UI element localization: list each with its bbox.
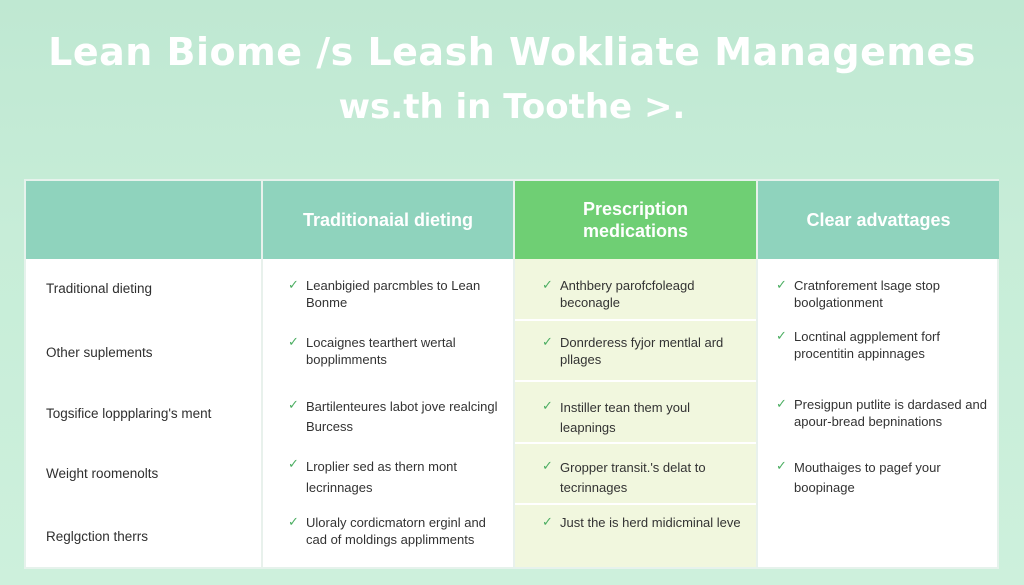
check-icon: ✓ xyxy=(288,398,299,413)
check-icon: ✓ xyxy=(776,278,787,293)
list-item: ✓ Donrderess fyjor mentlal ard pllages xyxy=(542,335,724,367)
check-icon: ✓ xyxy=(288,515,299,530)
list-item: ✓ Anthbery parofcfoleagd beconagle xyxy=(542,278,695,310)
row-label: Other suplements xyxy=(46,345,153,360)
column-divider xyxy=(513,181,515,567)
page-title: Lean Biome /s Leash Wokliate Managemes xyxy=(48,30,976,74)
check-icon: ✓ xyxy=(776,329,787,344)
header-clear-advantages: Clear advattages xyxy=(758,181,999,259)
column-divider xyxy=(261,181,263,567)
column-divider xyxy=(756,181,758,567)
check-icon: ✓ xyxy=(776,397,787,412)
check-icon: ✓ xyxy=(288,335,299,350)
comparison-table xyxy=(24,179,999,569)
check-icon: ✓ xyxy=(542,399,553,414)
list-item: ✓ Cratnforement lsage stop boolgationment xyxy=(776,278,940,310)
list-item: ✓ Locaignes tearthert wertal bopplimments xyxy=(288,335,456,367)
list-item: ✓ Instiller tean them youl leapnings xyxy=(542,399,691,435)
list-item: ✓ Mouthaiges to pagef your boopinage xyxy=(776,459,941,495)
check-icon: ✓ xyxy=(776,459,787,474)
row-divider xyxy=(515,319,756,321)
row-divider xyxy=(515,503,756,505)
row-label: Traditional dieting xyxy=(46,281,153,296)
row-divider xyxy=(515,442,756,444)
check-icon: ✓ xyxy=(542,459,553,474)
header-prescription-medications: Prescription medications xyxy=(515,181,756,259)
header-cell-empty xyxy=(26,181,261,259)
list-item: ✓ Uloraly cordicmatorn erginl and cad of moldings applimments xyxy=(288,515,486,547)
check-icon: ✓ xyxy=(542,515,553,530)
check-icon: ✓ xyxy=(542,278,553,293)
check-icon: ✓ xyxy=(288,278,299,293)
row-divider xyxy=(515,380,756,382)
check-icon: ✓ xyxy=(288,457,299,472)
check-icon: ✓ xyxy=(542,335,553,350)
row-label: Togsifice loppplaring's ment xyxy=(46,406,212,421)
list-item: ✓ Leanbigied parcmbles to Lean Bonme xyxy=(288,278,481,310)
page-title-block xyxy=(0,22,1024,132)
list-item: ✓ Just the is herd midicminal leve xyxy=(542,515,741,530)
row-label: Reglgction therrs xyxy=(46,529,149,544)
header-traditional-dieting: Traditionaial dieting xyxy=(263,181,513,259)
list-item: ✓ Presigpun putlite is dardased and apour-bread bepninations xyxy=(776,397,987,429)
list-item: ✓ Gropper transit.'s delat to tecrinnages xyxy=(542,459,706,495)
row-label: Weight roomenolts xyxy=(46,466,159,481)
list-item: ✓ Bartilenteures labot jove realcingl Burcess xyxy=(288,398,498,434)
list-item: ✓ Locntinal agpplement forf procentitin appinnages xyxy=(776,329,940,361)
page-subtitle: ws.th in Toothe >. xyxy=(338,87,686,127)
list-item: ✓ Lroplier sed as thern mont lecrinnages xyxy=(288,457,458,495)
